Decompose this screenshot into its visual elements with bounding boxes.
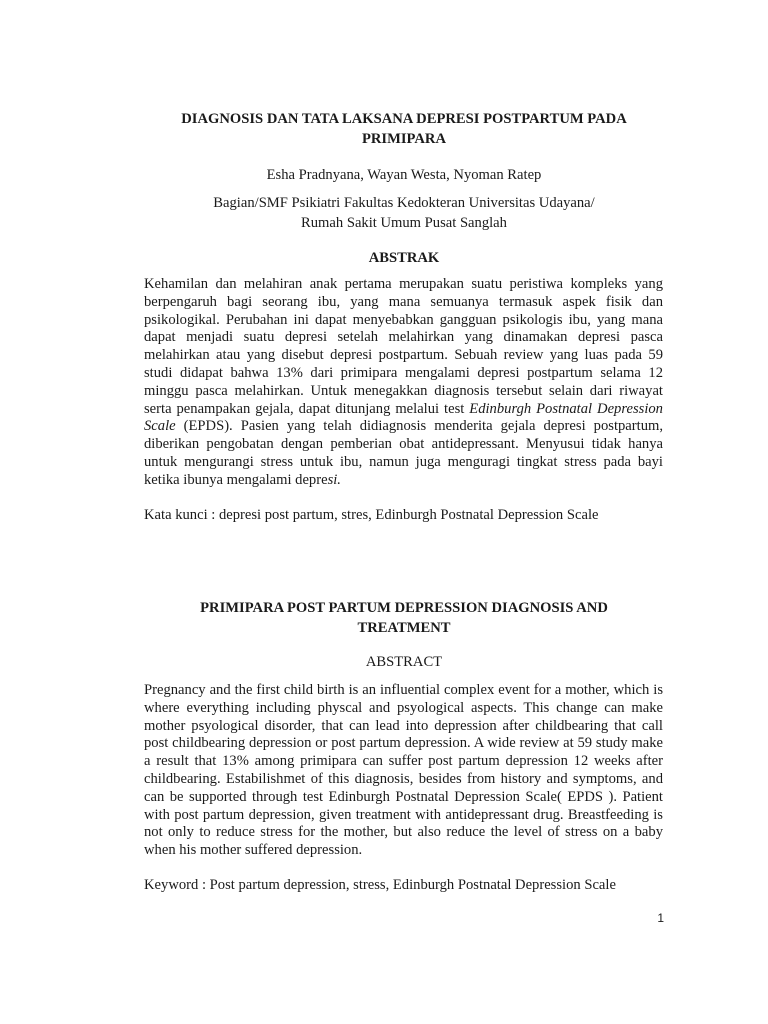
indonesian-title-line1: DIAGNOSIS DAN TATA LAKSANA DEPRESI POSTPARTUM PADA bbox=[181, 111, 627, 127]
english-title-line2: TREATMENT bbox=[357, 620, 451, 636]
authors: Esha Pradnyana, Wayan Westa, Nyoman Ratep bbox=[266, 167, 542, 183]
affiliation bbox=[144, 193, 664, 233]
abstrak-epds-name: Edinburgh Postnatal Depression Scale bbox=[144, 400, 663, 435]
affiliation-line1: Bagian/SMF Psikiatri Fakultas Kedokteran Universitas Udayana/ bbox=[213, 195, 595, 211]
indonesian-title bbox=[144, 109, 664, 149]
abstrak-text-part1: Kehamilan dan melahiran anak pertama merupakan suatu peristiwa kompleks yang berpengaruh bagi seorang ibu, yang mana semuanya termasuk aspek fisik dan psikologikal. Perubahan ini dapat menyebabkan gangguan psikologis ibu, yang mana dapat menjadi suatu depresi setelah melahirkan yang dinamakan depresi pasca melahirkan atau yang disebut depresi postpartum. Sebuah review yang luas pada 59 studi didapat bahwa 13% dari primipara mengalami depresi postpartum selama 12 minggu pasca melahirkan. Untuk menegakkan diagnosis tersebut selain dari riwayat serta penampakan gejala, dapat ditunjang melalui test bbox=[144, 276, 663, 417]
english-title bbox=[144, 598, 664, 638]
page-number: 1 bbox=[657, 911, 664, 925]
abstrak-heading: ABSTRAK bbox=[368, 250, 440, 266]
abstract-body: Pregnancy and the first child birth is an influential complex event for a mother, which is where everything including physcal and psyological aspects. This change can make mother psyological disorder, that can lead into depression after childbearing that call post childbearing depression or post partum depression. A wide review at 59 study make a result that 13% among primipara can suffer post partum depression 12 weeks after childbearing. Estabilishmet of this diagnosis, besides from history and symptoms, and can be supported through test Edinburgh Postnatal Depression Scale( EPDS ). Patient with post partum depression, given treatment with antidepressant drug. Breastfeeding is not only to reduce stress for the mother, but also reduce the level of stress on a baby when his mother suffered depression. bbox=[144, 682, 663, 859]
abstrak-body bbox=[144, 276, 663, 490]
keywords: Keyword : Post partum depression, stress, Edinburgh Postnatal Depression Scale bbox=[144, 877, 616, 893]
indonesian-title-line2: PRIMIPARA bbox=[361, 131, 447, 147]
kata-kunci: Kata kunci : depresi post partum, stres, Edinburgh Postnatal Depression Scale bbox=[144, 507, 599, 523]
affiliation-line2: Rumah Sakit Umum Pusat Sanglah bbox=[301, 215, 507, 231]
english-title-line1: PRIMIPARA POST PARTUM DEPRESSION DIAGNOSIS AND bbox=[200, 600, 608, 616]
abstrak-text-end: si. bbox=[327, 471, 341, 488]
abstract-heading: ABSTRACT bbox=[365, 654, 443, 670]
abstrak-text-part2: (EPDS). Pasien yang telah didiagnosis menderita gejala depresi postpartum, diberikan pengobatan dengan pemberian obat antidepressant. Menyusui tidak hanya untuk mengurangi stress untuk ibu, namun juga menguragi tingkat stress pada bayi ketika ibunya mengalami depre bbox=[144, 418, 663, 488]
